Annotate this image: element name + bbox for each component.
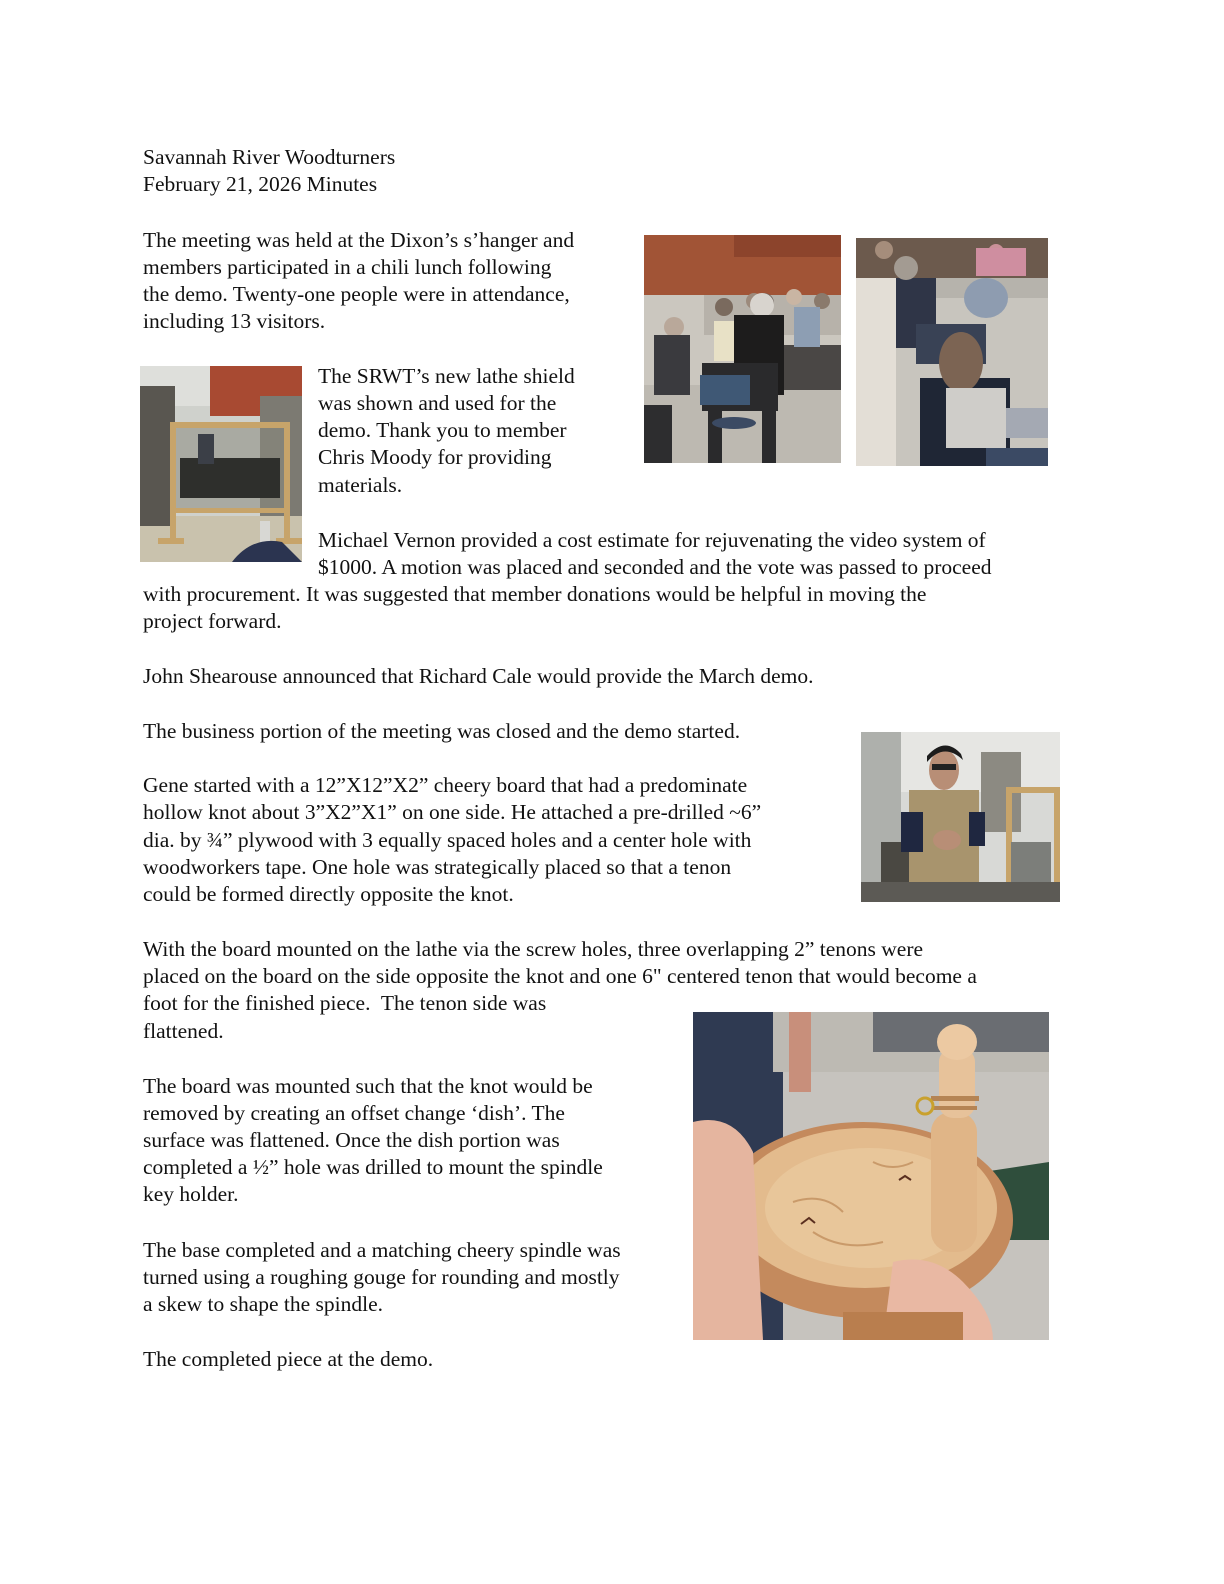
- text-line: key holder.: [143, 1182, 239, 1206]
- lathe-shield-photo: [140, 366, 302, 562]
- text-line: Chris Moody for providing: [318, 445, 552, 469]
- demonstrator-photo: [861, 732, 1060, 902]
- audience-photo-right: [856, 238, 1048, 466]
- text-line: placed on the board on the side opposite the knot and one 6" centered tenon that would become a: [143, 964, 977, 988]
- text-line: foot for the finished piece. The tenon side was: [143, 991, 547, 1015]
- text-line: The board was mounted such that the knot would be: [143, 1074, 593, 1098]
- text-line: completed a ½” hole was drilled to mount the spindle: [143, 1155, 603, 1179]
- text-line: flattened.: [143, 1019, 224, 1043]
- text-line: The SRWT’s new lathe shield: [318, 364, 575, 388]
- text-line: hollow knot about 3”X2”X1” on one side. He attached a pre-drilled ~6”: [143, 800, 762, 824]
- text-line: could be formed directly opposite the knot.: [143, 882, 514, 906]
- text-line: turned using a roughing gouge for rounding and mostly: [143, 1265, 620, 1289]
- text-line: woodworkers tape. One hole was strategically placed so that a tenon: [143, 855, 732, 879]
- text-line: Gene started with a 12”X12”X2” cheery board that had a predominate: [143, 773, 748, 797]
- org-name: Savannah River Woodturners: [143, 145, 396, 169]
- text-line: The base completed and a matching cheery spindle was: [143, 1238, 621, 1262]
- text-line: with procurement. It was suggested that member donations would be helpful in moving the: [143, 582, 927, 606]
- text-line: surface was flattened. Once the dish portion was: [143, 1128, 560, 1152]
- text-line: demo. Thank you to member: [318, 418, 567, 442]
- text-line: removed by creating an offset change ‘dish’. The: [143, 1101, 565, 1125]
- text-line: members participated in a chili lunch following: [143, 255, 552, 279]
- paragraph-march-demo: John Shearouse announced that Richard Cale would provide the March demo.: [143, 664, 814, 688]
- paragraph-business-closed: The business portion of the meeting was closed and the demo started.: [143, 719, 741, 743]
- text-line: Michael Vernon provided a cost estimate for rejuvenating the video system of: [318, 528, 986, 552]
- text-line: was shown and used for the: [318, 391, 557, 415]
- text-line: a skew to shape the spindle.: [143, 1292, 384, 1316]
- text-line: With the board mounted on the lathe via the screw holes, three overlapping 2” tenons were: [143, 937, 924, 961]
- paragraph-completed-piece: The completed piece at the demo.: [143, 1347, 434, 1371]
- finished-key-holder-photo: [693, 1012, 1049, 1340]
- audience-photo-left: [644, 235, 841, 463]
- text-line: $1000. A motion was placed and seconded and the vote was passed to proceed: [318, 555, 992, 579]
- text-line: dia. by ¾” plywood with 3 equally spaced holes and a center hole with: [143, 828, 752, 852]
- minutes-date: February 21, 2026 Minutes: [143, 172, 378, 196]
- text-line: materials.: [318, 473, 403, 497]
- text-line: including 13 visitors.: [143, 309, 326, 333]
- text-line: project forward.: [143, 609, 282, 633]
- text-line: the demo. Twenty-one people were in attendance,: [143, 282, 570, 306]
- text-line: The meeting was held at the Dixon’s s’hanger and: [143, 228, 575, 252]
